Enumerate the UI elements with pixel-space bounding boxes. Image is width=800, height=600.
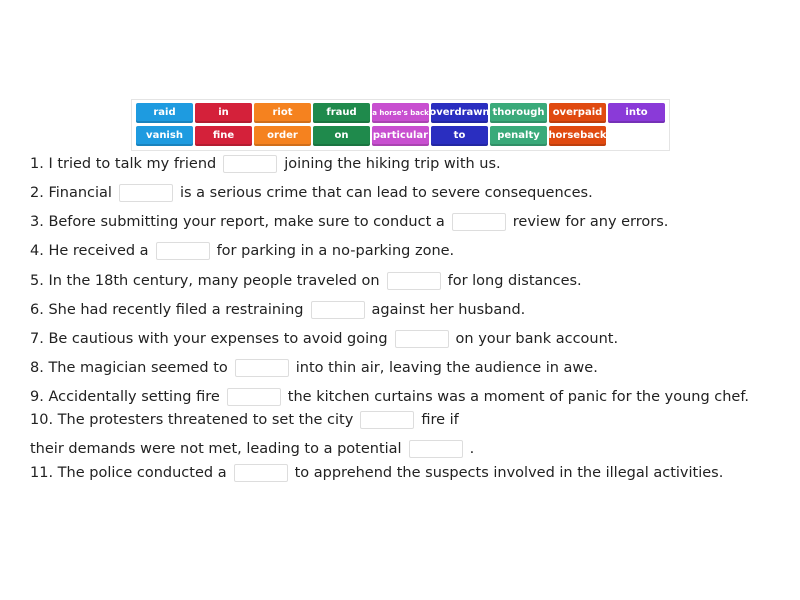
- word-tile[interactable]: fine: [195, 126, 252, 146]
- sentence-text: 8. The magician seemed to: [30, 360, 228, 376]
- sentence-line: [30, 329, 618, 349]
- sentence-text: 1. I tried to talk my friend: [30, 156, 217, 172]
- sentence-text: into thin air, leaving the audience in awe.: [295, 360, 598, 376]
- sentence-line: [30, 358, 598, 378]
- sentence-line: [30, 212, 668, 232]
- word-tile[interactable]: on: [313, 126, 370, 146]
- sentence-text: is a serious crime that can lead to severe consequences.: [179, 185, 593, 201]
- word-tile[interactable]: particular: [372, 126, 429, 146]
- answer-blank[interactable]: [119, 184, 173, 202]
- sentence-text: 2. Financial: [30, 185, 112, 201]
- sentence-line: [30, 387, 749, 407]
- sentence-line: [30, 183, 593, 203]
- word-tile[interactable]: riot: [254, 103, 311, 123]
- sentence-text: .: [469, 441, 475, 457]
- sentence-line: [30, 241, 454, 261]
- word-tile[interactable]: vanish: [136, 126, 193, 146]
- word-tile[interactable]: in: [195, 103, 252, 123]
- answer-blank[interactable]: [395, 330, 449, 348]
- word-tile[interactable]: order: [254, 126, 311, 146]
- sentence-line: [30, 439, 474, 459]
- answer-blank[interactable]: [360, 411, 414, 429]
- answer-blank[interactable]: [156, 242, 210, 260]
- sentence-text: review for any errors.: [512, 214, 669, 230]
- sentence-text: 10. The protesters threatened to set the city: [30, 412, 354, 428]
- sentence-text: fire if: [421, 412, 459, 428]
- sentence-line: [30, 300, 525, 320]
- answer-blank[interactable]: [387, 272, 441, 290]
- sentence-line: [30, 154, 501, 174]
- sentence-text: on your bank account.: [455, 331, 619, 347]
- word-tile[interactable]: into: [608, 103, 665, 123]
- answer-blank[interactable]: [235, 359, 289, 377]
- word-tile[interactable]: horseback: [549, 126, 606, 146]
- answer-blank[interactable]: [452, 213, 506, 231]
- sentence-line: [30, 463, 723, 483]
- sentence-text: against her husband.: [371, 302, 526, 318]
- sentence-text: for parking in a no-parking zone.: [216, 243, 455, 259]
- word-bank: [131, 99, 670, 151]
- sentence-text: their demands were not met, leading to a potential: [30, 441, 402, 457]
- sentence-text: to apprehend the suspects involved in the illegal activities.: [294, 465, 724, 481]
- answer-blank[interactable]: [311, 301, 365, 319]
- word-tile[interactable]: raid: [136, 103, 193, 123]
- word-tile[interactable]: overpaid: [549, 103, 606, 123]
- answer-blank[interactable]: [227, 388, 281, 406]
- answer-blank[interactable]: [234, 464, 288, 482]
- sentence-text: 5. In the 18th century, many people traveled on: [30, 273, 380, 289]
- answer-blank[interactable]: [409, 440, 463, 458]
- answer-blank[interactable]: [223, 155, 277, 173]
- word-tile[interactable]: overdrawn: [431, 103, 488, 123]
- sentence-text: for long distances.: [447, 273, 582, 289]
- sentence-text: the kitchen curtains was a moment of panic for the young chef.: [287, 389, 750, 405]
- word-tile[interactable]: a horse's back: [372, 103, 429, 123]
- word-tile[interactable]: thorough: [490, 103, 547, 123]
- sentence-text: 7. Be cautious with your expenses to avoid going: [30, 331, 388, 347]
- sentence-text: 6. She had recently filed a restraining: [30, 302, 304, 318]
- word-tile[interactable]: penalty: [490, 126, 547, 146]
- word-tile[interactable]: to: [431, 126, 488, 146]
- sentence-line: [30, 271, 582, 291]
- word-tile[interactable]: fraud: [313, 103, 370, 123]
- sentence-text: 3. Before submitting your report, make sure to conduct a: [30, 214, 445, 230]
- sentence-line: [30, 410, 459, 430]
- sentence-text: joining the hiking trip with us.: [284, 156, 501, 172]
- sentence-text: 4. He received a: [30, 243, 149, 259]
- sentence-text: 9. Accidentally setting fire: [30, 389, 220, 405]
- sentence-text: 11. The police conducted a: [30, 465, 227, 481]
